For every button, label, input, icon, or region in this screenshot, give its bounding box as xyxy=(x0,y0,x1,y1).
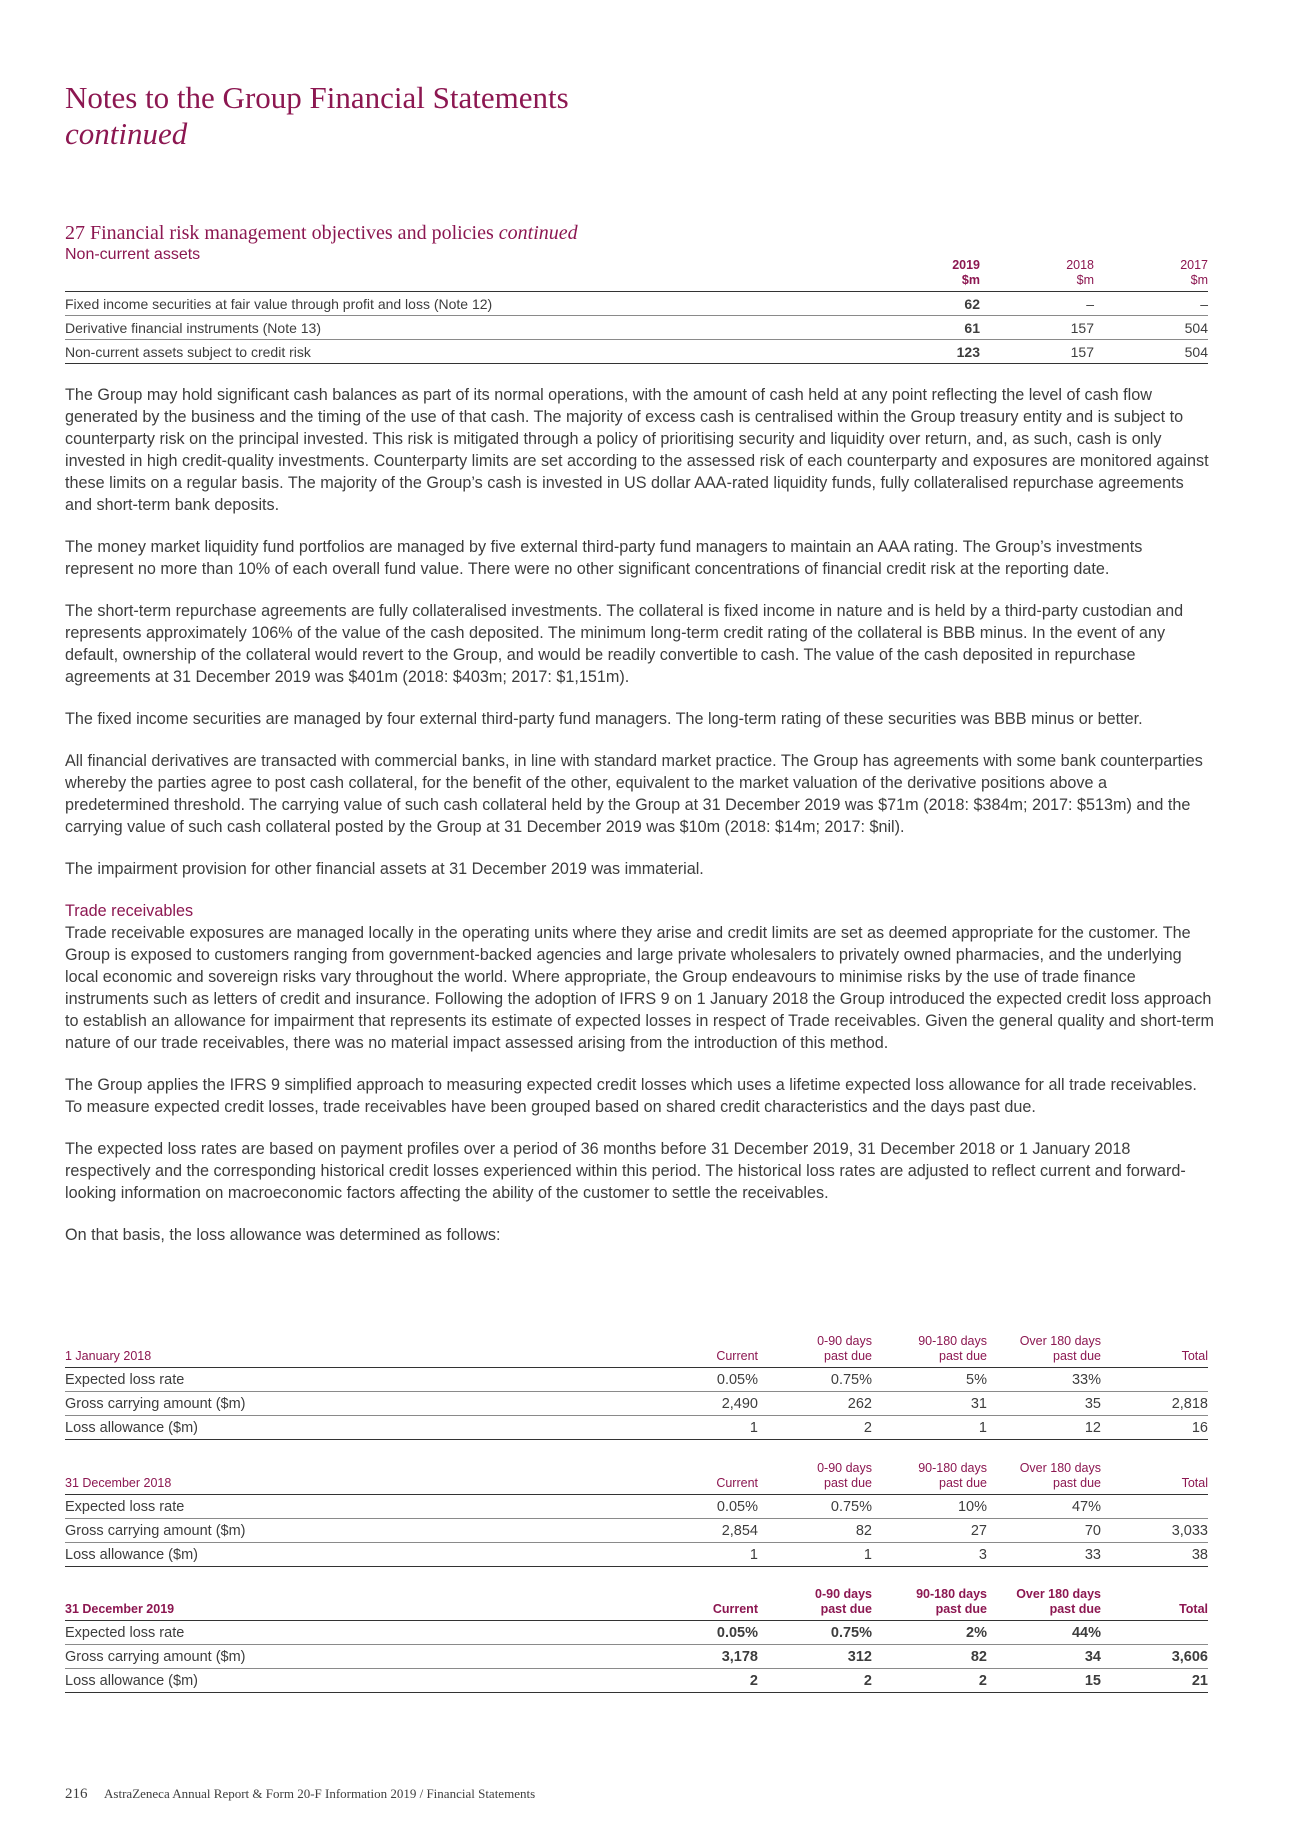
cell: 2 xyxy=(758,1416,872,1440)
table-period: 31 December 2018 xyxy=(65,1461,648,1495)
cell: 0.05% xyxy=(648,1495,758,1519)
body-text xyxy=(65,384,1215,1266)
cell: 33% xyxy=(987,1368,1101,1392)
col-current: Current xyxy=(648,1334,758,1368)
cell: 34 xyxy=(987,1645,1101,1669)
table-row xyxy=(65,1495,1208,1519)
cell: 3,178 xyxy=(648,1645,758,1669)
row-label: Fixed income securities at fair value through profit and loss (Note 12) xyxy=(65,292,900,316)
cell: 31 xyxy=(872,1392,987,1416)
row-label: Gross carrying amount ($m) xyxy=(65,1392,648,1416)
col-over-180: Over 180 days past due xyxy=(987,1587,1101,1621)
row-label: Expected loss rate xyxy=(65,1495,648,1519)
table-row xyxy=(65,316,1208,340)
paragraph: Trade receivable exposures are managed locally in the operating units where they arise and credit limits are set as deemed appropriate for the customer. The Group is exposed to customers ranging from government-backed agencies and large private wholesalers to privately owned pharmacies, and the underlying local economic and sovereign risks vary throughout the world. Where appropriate, the Group endeavours to minimise risks by the use of trade finance instruments such as letters of credit and insurance. Following the adoption of IFRS 9 on 1 January 2018 the Group introduced the expected credit loss approach to establish an allowance for impairment that represents its estimate of expected losses in respect of Trade receivables. Given the general quality and short-term nature of our trade receivables, there was no material impact assessed arising from the introduction of this method. xyxy=(65,924,1214,1052)
cell-2017: – xyxy=(1094,292,1208,316)
footer-text: AstraZeneca Annual Report & Form 20-F Information 2019 / Financial Statements xyxy=(104,1786,536,1801)
page-subtitle: continued xyxy=(65,116,188,151)
cell: 16 xyxy=(1101,1416,1208,1440)
cell: 82 xyxy=(758,1519,872,1543)
paragraph: The fixed income securities are managed by four external third-party fund managers. The long-term rating of these securities was BBB minus or better. xyxy=(65,710,1143,728)
trade-receivables-heading: Trade receivables xyxy=(65,902,194,920)
paragraph: The Group applies the IFRS 9 simplified approach to measuring expected credit losses which uses a lifetime expected loss allowance for all trade receivables. To measure expected credit losses, trade receivables have been grouped based on shared credit characteristics and the days past due. xyxy=(65,1076,1197,1116)
table-header-row xyxy=(65,1461,1208,1495)
cell xyxy=(1101,1495,1208,1519)
paragraph: All financial derivatives are transacted with commercial banks, in line with standard market practice. The Group has agreements with some bank counterparties whereby the parties agree to post cash collateral, for the benefit of the other, equivalent to the market valuation of the derivative positions above a predetermined threshold. The carrying value of such cash collateral held by the Group at 31 December 2019 was $71m (2018: $384m; 2017: $513m) and the carrying value of such cash collateral posted by the Group at 31 December 2019 was $10m (2018: $14m; 2017: $nil). xyxy=(65,752,1203,836)
cell-2019: 123 xyxy=(900,340,980,364)
col-0-90: 0-90 days past due xyxy=(758,1461,872,1495)
col-total: Total xyxy=(1101,1334,1208,1368)
cell: 15 xyxy=(987,1669,1101,1693)
cell: 0.75% xyxy=(758,1495,872,1519)
paragraph: The money market liquidity fund portfolios are managed by five external third-party fund managers to maintain an AAA rating. The Group’s investments represent no more than 10% of each overall fund value. There were no other significant concentrations of financial credit risk at the reporting date. xyxy=(65,538,1143,578)
table-header-row xyxy=(65,1587,1208,1621)
table-row xyxy=(65,1669,1208,1693)
cell: 3,606 xyxy=(1101,1645,1208,1669)
cell: 5% xyxy=(872,1368,987,1392)
cell: 12 xyxy=(987,1416,1101,1440)
cell: 3 xyxy=(872,1543,987,1567)
cell: 1 xyxy=(758,1543,872,1567)
col-90-180: 90-180 days past due xyxy=(872,1461,987,1495)
col-current: Current xyxy=(648,1587,758,1621)
table-row xyxy=(65,1519,1208,1543)
cell: 0.75% xyxy=(758,1621,872,1645)
cell: 2 xyxy=(648,1669,758,1693)
cell: 2 xyxy=(872,1669,987,1693)
paragraph: The impairment provision for other financial assets at 31 December 2019 was immaterial. xyxy=(65,860,704,878)
page-title xyxy=(65,80,569,152)
cell: 2,490 xyxy=(648,1392,758,1416)
cell: 262 xyxy=(758,1392,872,1416)
cell xyxy=(1101,1621,1208,1645)
row-label: Loss allowance ($m) xyxy=(65,1543,648,1567)
cell: 0.05% xyxy=(648,1368,758,1392)
cell: 2% xyxy=(872,1621,987,1645)
col-over-180: Over 180 days past due xyxy=(987,1334,1101,1368)
cell: 70 xyxy=(987,1519,1101,1543)
cell: 1 xyxy=(648,1543,758,1567)
paragraph: The short-term repurchase agreements are fully collateralised investments. The collateral is fixed income in nature and is held by a third-party custodian and represents approximately 106% of the value of the cash deposited. The minimum long-term credit rating of the collateral is BBB minus. In the event of any default, ownership of the collateral would revert to the Group, and would be readily convertible to cash. The value of the cash deposited in repurchase agreements at 31 December 2019 was $401m (2018: $403m; 2017: $1,151m). xyxy=(65,602,1184,686)
cell xyxy=(1101,1368,1208,1392)
col-total: Total xyxy=(1101,1587,1208,1621)
cell: 1 xyxy=(648,1416,758,1440)
table-period: 1 January 2018 xyxy=(65,1334,648,1368)
cell: 2,818 xyxy=(1101,1392,1208,1416)
table-row xyxy=(65,292,1208,316)
col-2018: 2018 $m xyxy=(980,258,1094,292)
row-label: Loss allowance ($m) xyxy=(65,1416,648,1440)
cell: 2 xyxy=(758,1669,872,1693)
row-label: Derivative financial instruments (Note 13) xyxy=(65,316,900,340)
page-number: 216 xyxy=(65,1786,88,1802)
table-row-total xyxy=(65,340,1208,364)
col-2019: 2019 $m xyxy=(900,258,980,292)
cell-2018: – xyxy=(980,292,1094,316)
section-heading xyxy=(65,222,578,245)
cell: 2,854 xyxy=(648,1519,758,1543)
cell: 44% xyxy=(987,1621,1101,1645)
table-row xyxy=(65,1392,1208,1416)
cell: 0.05% xyxy=(648,1621,758,1645)
paragraph: The Group may hold significant cash balances as part of its normal operations, with the amount of cash held at any point reflecting the level of cash flow generated by the business and the timing of the use of that cash. The majority of excess cash is centralised within the Group treasury entity and is subject to counterparty risk on the principal invested. This risk is mitigated through a policy of prioritising security and liquidity over return, and, as such, cash is only invested in high credit-quality investments. Counterparty limits are set according to the assessed risk of each counterparty and exposures are monitored against these limits on a regular basis. The majority of the Group’s cash is invested in US dollar AAA-rated liquidity funds, fully collateralised repurchase agreements and short-term bank deposits. xyxy=(65,386,1209,514)
table-row xyxy=(65,1416,1208,1440)
col-2017: 2017 $m xyxy=(1094,258,1208,292)
section-continued: continued xyxy=(498,222,578,244)
table-period: 31 December 2019 xyxy=(65,1587,648,1621)
cell: 3,033 xyxy=(1101,1519,1208,1543)
cell-2018: 157 xyxy=(980,316,1094,340)
col-90-180: 90-180 days past due xyxy=(872,1587,987,1621)
cell: 0.75% xyxy=(758,1368,872,1392)
loss-table-dec-2019 xyxy=(65,1587,1208,1693)
cell: 82 xyxy=(872,1645,987,1669)
page-title-text: Notes to the Group Financial Statements xyxy=(65,80,569,115)
cell: 33 xyxy=(987,1543,1101,1567)
page-footer xyxy=(65,1786,535,1803)
col-over-180: Over 180 days past due xyxy=(987,1461,1101,1495)
cell: 38 xyxy=(1101,1543,1208,1567)
cell-2019: 62 xyxy=(900,292,980,316)
noncurrent-assets-heading: Non-current assets xyxy=(65,246,201,263)
loss-table-dec-2018 xyxy=(65,1461,1208,1567)
cell: 21 xyxy=(1101,1669,1208,1693)
table-header-label xyxy=(65,258,900,292)
col-0-90: 0-90 days past due xyxy=(758,1587,872,1621)
loss-table-jan-2018 xyxy=(65,1334,1208,1440)
col-current: Current xyxy=(648,1461,758,1495)
cell: 35 xyxy=(987,1392,1101,1416)
row-label: Expected loss rate xyxy=(65,1621,648,1645)
cell: 47% xyxy=(987,1495,1101,1519)
table-row xyxy=(65,1645,1208,1669)
cell: 1 xyxy=(872,1416,987,1440)
cell-2017: 504 xyxy=(1094,316,1208,340)
cell: 312 xyxy=(758,1645,872,1669)
col-0-90: 0-90 days past due xyxy=(758,1334,872,1368)
paragraph: The expected loss rates are based on payment profiles over a period of 36 months before 31 December 2019, 31 December 2018 or 1 January 2018 respectively and the corresponding historical credit losses experienced within this period. The historical loss rates are adjusted to reflect current and forward-looking information on macroeconomic factors affecting the ability of the customer to settle the receivables. xyxy=(65,1140,1186,1202)
col-90-180: 90-180 days past due xyxy=(872,1334,987,1368)
row-label: Expected loss rate xyxy=(65,1368,648,1392)
row-label: Non-current assets subject to credit risk xyxy=(65,340,900,364)
table-row xyxy=(65,1621,1208,1645)
cell-2019: 61 xyxy=(900,316,980,340)
paragraph: On that basis, the loss allowance was determined as follows: xyxy=(65,1226,501,1244)
cell: 10% xyxy=(872,1495,987,1519)
cell-2018: 157 xyxy=(980,340,1094,364)
table-header-row xyxy=(65,258,1208,292)
col-total: Total xyxy=(1101,1461,1208,1495)
noncurrent-assets-table xyxy=(65,258,1208,364)
table-row xyxy=(65,1543,1208,1567)
row-label: Gross carrying amount ($m) xyxy=(65,1519,648,1543)
table-row xyxy=(65,1368,1208,1392)
row-label: Loss allowance ($m) xyxy=(65,1669,648,1693)
table-header-row xyxy=(65,1334,1208,1368)
section-title: 27 Financial risk management objectives and policies xyxy=(65,222,494,244)
cell: 27 xyxy=(872,1519,987,1543)
row-label: Gross carrying amount ($m) xyxy=(65,1645,648,1669)
cell-2017: 504 xyxy=(1094,340,1208,364)
